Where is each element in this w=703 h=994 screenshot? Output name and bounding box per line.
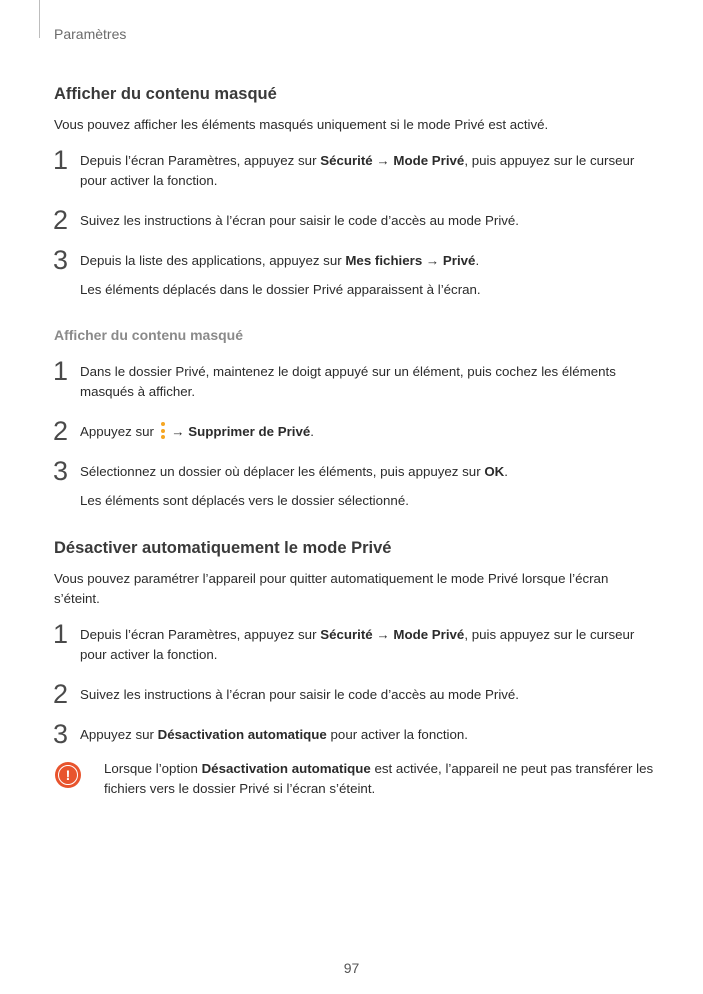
- step-number: 3: [53, 456, 69, 486]
- step-number: 2: [53, 416, 69, 446]
- step-1: [53, 619, 654, 665]
- step-text: pour activer la fonction.: [326, 727, 468, 742]
- step-text: Appuyez sur: [80, 727, 158, 742]
- more-options-icon: [159, 422, 166, 439]
- step-text: Sélectionnez un dossier où déplacer les éléments, puis appuyez sur: [80, 464, 485, 479]
- caution-note: [54, 759, 654, 799]
- menu-path-mode-prive: Mode Privé: [393, 627, 465, 642]
- step-2: [53, 205, 654, 235]
- step-text: Depuis l’écran Paramètres, appuyez sur: [80, 153, 321, 168]
- step-text: Suivez les instructions à l’écran pour saisir le code d’accès au mode Privé.: [80, 687, 520, 702]
- caution-text: est activée, l’appareil ne peut pas transférer les fichiers vers le dossier Privé si l’écran s’éteint.: [104, 761, 654, 796]
- step-text: .: [475, 253, 480, 268]
- step-note: Les éléments déplacés dans le dossier Privé apparaissent à l’écran.: [80, 282, 481, 297]
- step-text: Appuyez sur: [80, 424, 158, 439]
- exclamation-icon: !: [58, 765, 78, 785]
- menu-path-securite: Sécurité: [320, 627, 373, 642]
- header-title: Paramètres: [54, 26, 127, 42]
- arrow-text: →: [422, 253, 443, 268]
- step-1: [53, 145, 654, 191]
- header-rule: [39, 0, 40, 38]
- page-content: [54, 82, 654, 799]
- ok-label: OK: [484, 464, 505, 479]
- step-number: 1: [53, 356, 69, 386]
- section-title-auto-disable: Désactiver automatiquement le mode Privé: [54, 539, 392, 557]
- arrow-text: →: [372, 627, 394, 642]
- step-text: Dans le dossier Privé, maintenez le doigt appuyé sur un élément, puis cochez les éléments masqués à afficher.: [80, 364, 616, 399]
- arrow-text: →: [372, 153, 394, 168]
- step-2: [53, 416, 654, 446]
- step-text: Depuis l’écran Paramètres, appuyez sur: [80, 627, 321, 642]
- caution-option-name: Désactivation automatique: [201, 761, 371, 776]
- menu-path-mes-fichiers: Mes fichiers: [345, 253, 423, 268]
- step-number: 2: [53, 205, 69, 235]
- subsection-title: Afficher du contenu masqué: [54, 327, 244, 343]
- menu-path-securite: Sécurité: [320, 153, 373, 168]
- step-number: 3: [53, 719, 69, 749]
- page-number: 97: [343, 960, 360, 976]
- step-number: 3: [53, 245, 69, 275]
- menu-path-supprimer-de-prive: Supprimer de Privé: [188, 424, 311, 439]
- menu-path-mode-prive: Mode Privé: [393, 153, 465, 168]
- step-text: , puis appuyez sur le curseur pour activer la fonction.: [80, 153, 635, 188]
- step-2: [53, 679, 654, 709]
- arrow-text: →: [167, 424, 189, 439]
- section-title-show-hidden: Afficher du contenu masqué: [54, 85, 277, 103]
- caution-icon: [55, 762, 81, 788]
- step-number: 1: [53, 619, 69, 649]
- step-3: [53, 245, 654, 300]
- step-3: [53, 456, 654, 511]
- step-3: [53, 719, 654, 749]
- menu-path-desactivation-auto: Désactivation automatique: [157, 727, 327, 742]
- step-text: , puis appuyez sur le curseur pour activer la fonction.: [80, 627, 635, 662]
- step-text: Suivez les instructions à l’écran pour saisir le code d’accès au mode Privé.: [80, 213, 520, 228]
- menu-path-prive: Privé: [442, 253, 476, 268]
- step-number: 1: [53, 145, 69, 175]
- section-intro: Vous pouvez afficher les éléments masqués uniquement si le mode Privé est activé.: [54, 117, 549, 132]
- caution-text: Lorsque l’option: [104, 761, 202, 776]
- step-text: Depuis la liste des applications, appuyez sur: [80, 253, 346, 268]
- step-text: .: [504, 464, 508, 479]
- step-number: 2: [53, 679, 69, 709]
- step-1: [53, 356, 654, 402]
- step-note: Les éléments sont déplacés vers le dossier sélectionné.: [80, 493, 409, 508]
- section-intro: Vous pouvez paramétrer l’appareil pour quitter automatiquement le mode Privé lorsque l’écran s’éteint.: [54, 571, 609, 606]
- step-text: .: [310, 424, 314, 439]
